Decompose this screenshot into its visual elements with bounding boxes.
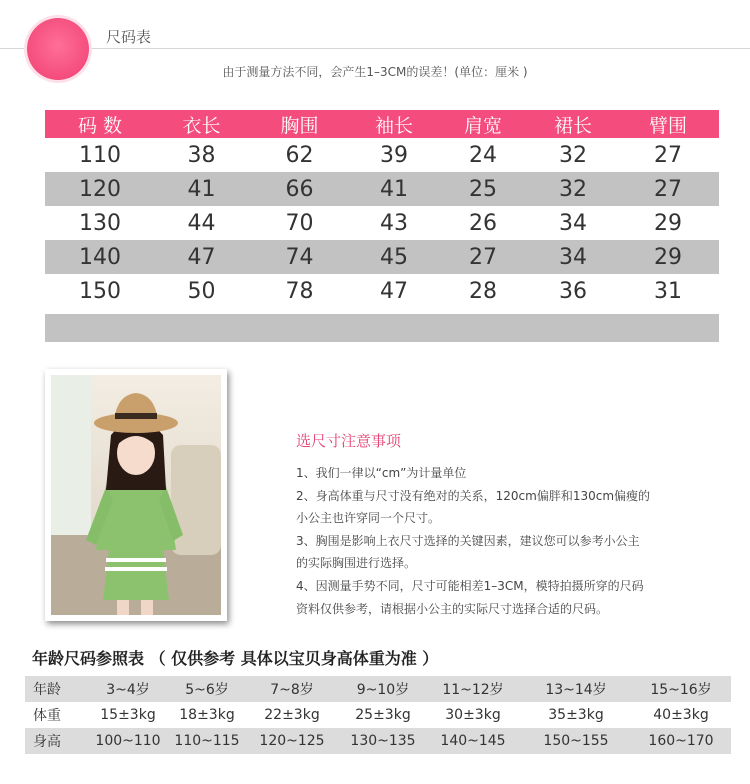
size-table — [45, 110, 719, 342]
table-row — [25, 676, 731, 702]
table-cell: 41 — [380, 176, 408, 202]
table-cell: 15~16岁 — [650, 682, 712, 698]
table-cell: 34 — [559, 244, 587, 270]
note-line: 1、我们一律以“cm”为计量单位 — [296, 466, 467, 480]
note-line: 资料仅供参考，请根据小公主的实际尺寸选择合适的尺码。 — [296, 601, 609, 616]
table-cell: 13~14岁 — [545, 682, 607, 698]
table-cell: 110~115 — [174, 733, 240, 749]
table-cell: 50 — [187, 278, 216, 304]
table-cell: 140~145 — [440, 733, 506, 749]
table-cell: 7~8岁 — [270, 682, 314, 698]
size-table-header — [45, 110, 719, 138]
table-cell: 74 — [285, 244, 314, 270]
row-label: 身高 — [33, 734, 61, 750]
table-cell: 45 — [380, 244, 408, 270]
table-cell: 38 — [187, 142, 216, 168]
age-chart-table — [25, 676, 731, 754]
table-cell: 25±3kg — [355, 707, 411, 723]
table-cell: 34 — [559, 210, 587, 236]
note-line: 2、身高体重与尺寸没有绝对的关系，120cm偏胖和130cm偏瘦的 — [296, 488, 651, 503]
column-header: 衣长 — [182, 114, 221, 137]
table-cell: 66 — [285, 176, 314, 202]
header-divider — [0, 48, 750, 49]
table-cell: 78 — [285, 278, 314, 304]
table-cell: 62 — [285, 142, 314, 168]
row-label: 体重 — [33, 708, 61, 724]
table-cell: 47 — [187, 244, 216, 270]
table-cell: 31 — [654, 278, 682, 304]
column-header: 袖长 — [374, 114, 413, 137]
table-cell: 110 — [79, 142, 121, 168]
table-cell: 11~12岁 — [442, 682, 504, 698]
table-cell: 39 — [380, 142, 408, 168]
table-cell: 130~135 — [350, 733, 416, 749]
column-header: 臂围 — [648, 114, 687, 137]
row-label: 年龄 — [33, 682, 61, 698]
model-photo — [45, 369, 227, 621]
table-cell: 150 — [79, 278, 121, 304]
column-header: 胸围 — [280, 114, 319, 137]
notes-title: 选尺寸注意事项 — [296, 432, 402, 450]
measurement-note: 由于测量方法不同，会产生1–3CM的误差！(单位：厘米 ) — [222, 65, 528, 79]
table-row — [45, 138, 719, 172]
table-cell: 32 — [559, 176, 587, 202]
table-row — [45, 172, 719, 206]
table-cell: 120 — [79, 176, 121, 202]
table-cell: 5~6岁 — [185, 682, 229, 698]
table-cell: 27 — [654, 176, 682, 202]
model-photo-image — [51, 375, 221, 615]
table-row — [25, 728, 731, 754]
column-header: 裙长 — [553, 114, 592, 137]
table-cell: 3~4岁 — [106, 682, 150, 698]
table-cell: 47 — [380, 278, 408, 304]
table-cell: 30±3kg — [445, 707, 501, 723]
table-cell: 15±3kg — [100, 707, 156, 723]
table-cell: 140 — [79, 244, 121, 270]
table-cell: 35±3kg — [548, 707, 604, 723]
column-header: 肩宽 — [463, 114, 502, 137]
table-row — [25, 702, 731, 728]
table-cell: 29 — [654, 210, 682, 236]
table-row — [45, 274, 719, 308]
table-cell: 44 — [187, 210, 216, 236]
note-line: 的实际胸围进行选择。 — [296, 556, 417, 571]
table-cell: 27 — [469, 244, 497, 270]
table-cell: 130 — [79, 210, 121, 236]
table-cell: 24 — [469, 142, 497, 168]
table-cell: 41 — [187, 176, 216, 202]
page-title: 尺码表 — [106, 28, 152, 46]
table-cell: 43 — [380, 210, 408, 236]
table-cell: 28 — [469, 278, 497, 304]
table-cell: 26 — [469, 210, 497, 236]
table-cell: 29 — [654, 244, 682, 270]
table-cell: 32 — [559, 142, 587, 168]
size-notes — [296, 462, 726, 620]
note-line: 小公主也许穿同一个尺寸。 — [296, 511, 441, 526]
table-cell: 25 — [469, 176, 497, 202]
table-cell: 22±3kg — [264, 707, 320, 723]
table-cell: 150~155 — [543, 733, 609, 749]
table-cell: 27 — [654, 142, 682, 168]
note-line: 3、胸围是影响上衣尺寸选择的关键因素，建议您可以参考小公主 — [296, 533, 640, 548]
table-row — [45, 206, 719, 240]
table-cell: 70 — [285, 210, 314, 236]
table-cell: 36 — [559, 278, 587, 304]
table-cell: 18±3kg — [179, 707, 235, 723]
table-row — [45, 240, 719, 274]
table-empty-row — [45, 314, 719, 342]
age-chart-title: 年龄尺码参照表 （ 仅供参考 具体以宝贝身高体重为准 ） — [32, 649, 439, 668]
table-cell: 9~10岁 — [356, 682, 410, 698]
table-cell: 100~110 — [95, 733, 161, 749]
column-header: 码 数 — [77, 114, 123, 137]
table-cell: 40±3kg — [653, 707, 709, 723]
note-line: 4、因测量手势不同，尺寸可能相差1–3CM，模特拍摄所穿的尺码 — [296, 578, 644, 593]
table-cell: 160~170 — [648, 733, 714, 749]
table-cell: 120~125 — [259, 733, 325, 749]
